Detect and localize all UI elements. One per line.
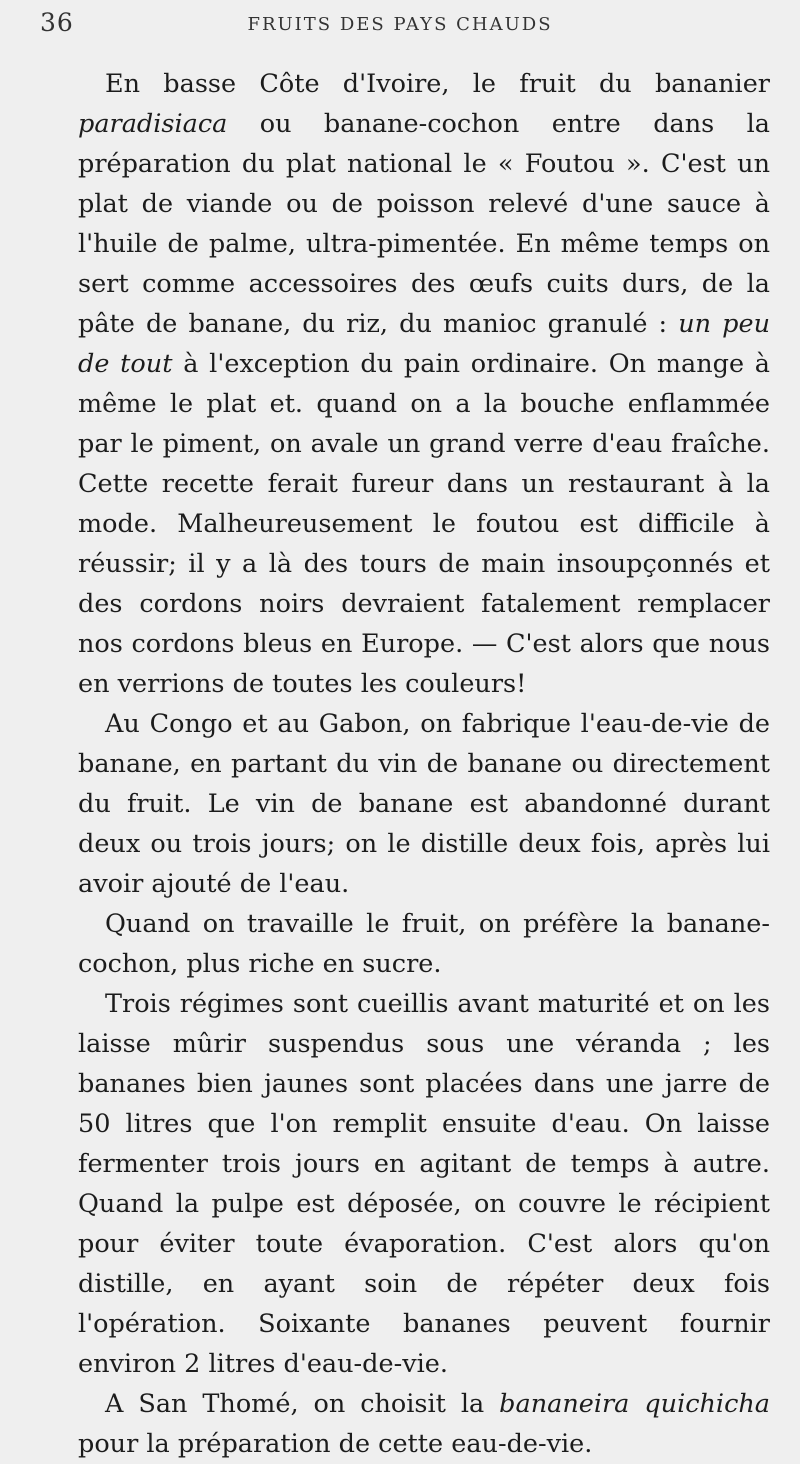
paragraph-san-thome [78,1384,770,1464]
text-run: ou banane-cochon entre dans la préparation du plat national le « Foutou ». C'est un plat de viande ou de poisson relevé d'une sauce à l'huile de palme, ultra-pimentée. En même temps on sert comme accessoires des œufs cuits durs, de la pâte de banane, du riz, du manioc granulé : [78,109,770,339]
italic-run: paradisiaca [78,109,228,139]
italic-run: bananeira quichicha [499,1389,770,1419]
paragraph-congo-gabon [78,704,770,904]
text-run: Trois régimes sont cueillis avant maturité et on les laisse mûrir suspendus sous une véranda ; les bananes bien jaunes sont placées dans une jarre de 50 litres que l'on remplit ensuite d'eau. On laisse fermenter trois jours en agitant de temps à autre. Quand la pulpe est déposée, on couvre le récipient pour éviter toute évaporation. C'est alors qu'on distille, en ayant soin de répéter deux fois l'opération. Soixante bananes peuvent fournir environ 2 litres d'eau-de-vie. [78,989,770,1379]
text-run: Quand on travaille le fruit, on préfère la banane-cochon, plus riche en sucre. [78,909,770,979]
paragraph-banane-cochon [78,904,770,984]
paragraph-fermentation [78,984,770,1384]
text-run: A San Thomé, on choisit la [105,1389,500,1419]
page-number: 36 [40,8,74,37]
text-run: pour la préparation de cette eau-de-vie. [78,1429,593,1459]
running-head: FRUITS DES PAYS CHAUDS [247,14,553,35]
text-run: Au Congo et au Gabon, on fabrique l'eau-de-vie de banane, en partant du vin de banane ou directement du fruit. Le vin de banane est abandonné durant deux ou trois jours; on le distille deux fois, après lui avoir ajouté de l'eau. [78,709,770,899]
text-run: à l'exception du pain ordinaire. On mange à même le plat et. quand on a la bouche enflammée par le piment, on avale un grand verre d'eau fraîche. Cette recette ferait fureur dans un restaurant à la mode. Malheureusement le foutou est difficile à réussir; il y a là des tours de main insoupçonnés et des cordons noirs devraient fatalement remplacer nos cordons bleus en Europe. — C'est alors que nous en verrions de toutes les couleurs! [78,349,770,699]
italic-run: un peu de tout [78,309,770,379]
body-text [78,64,770,1464]
text-run: En basse Côte d'Ivoire, le fruit du bananier [105,69,770,99]
paragraph-foutou [78,64,770,704]
